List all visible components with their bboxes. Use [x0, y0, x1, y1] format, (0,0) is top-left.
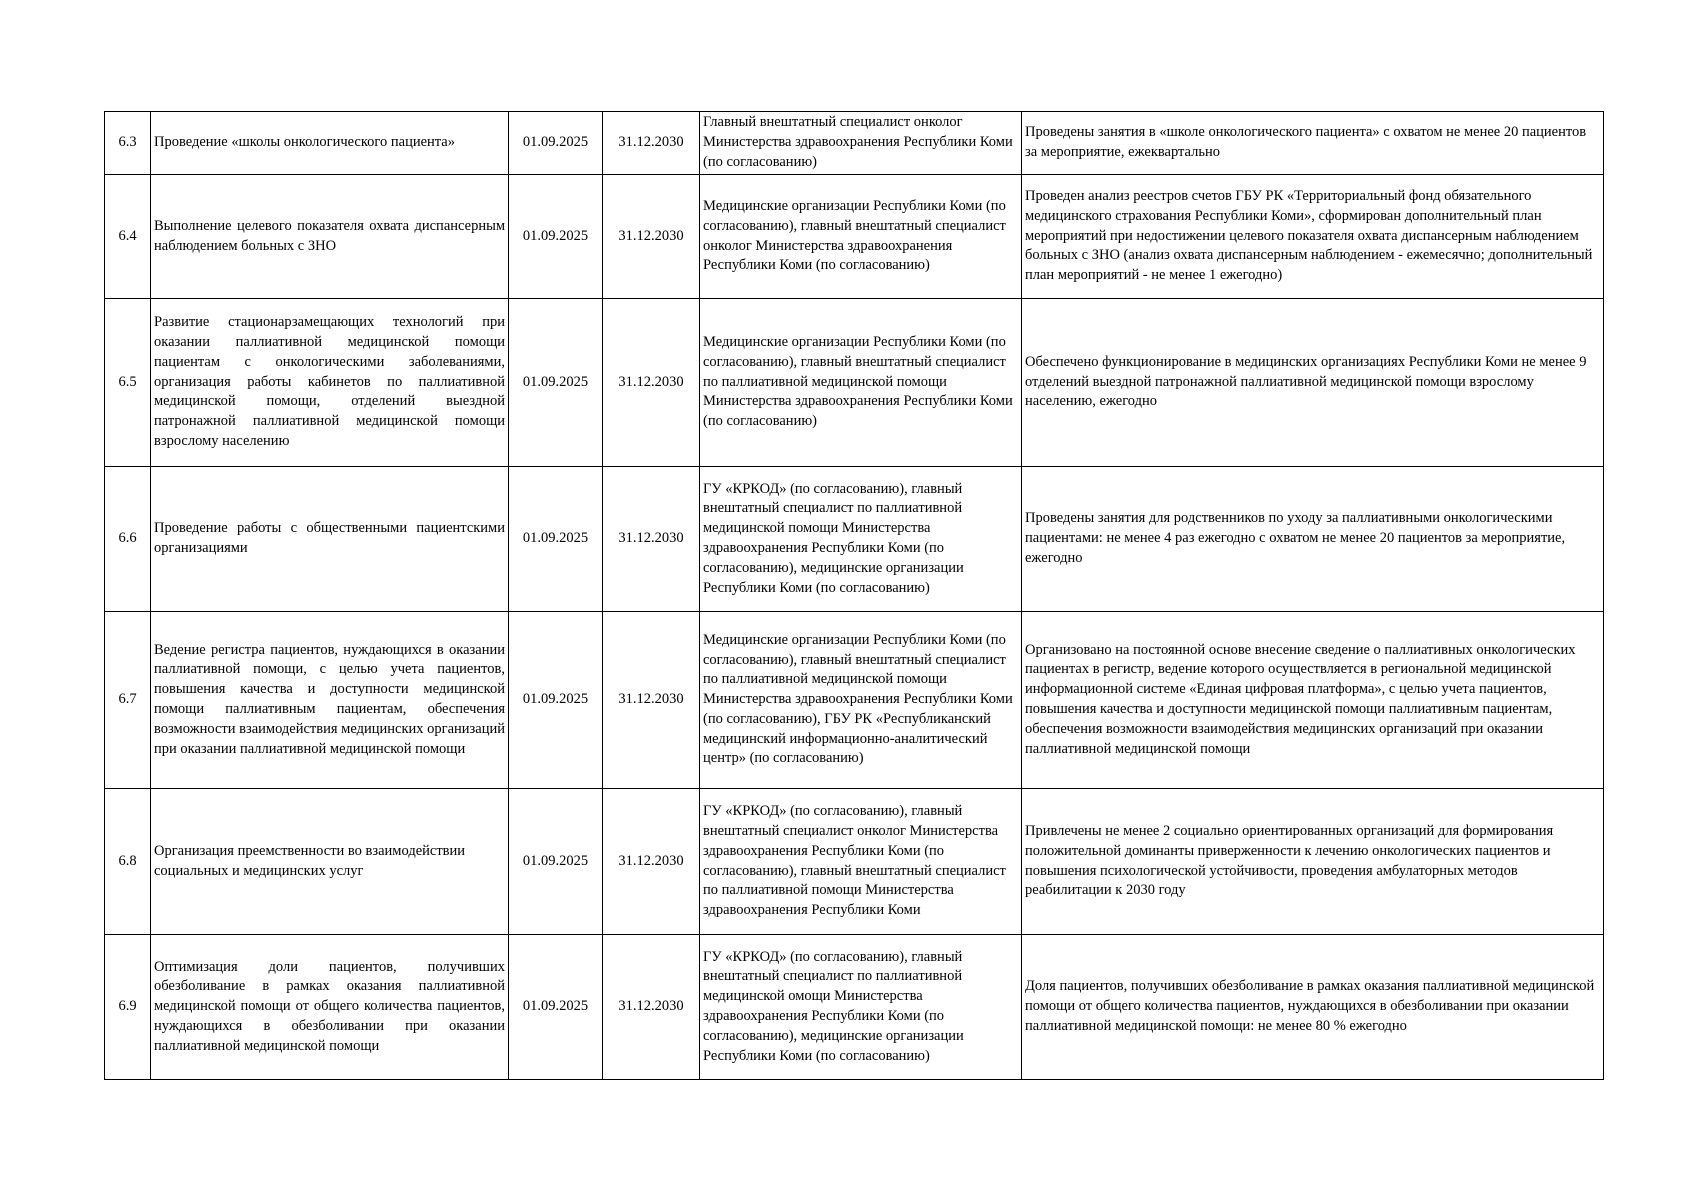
measures-table [104, 111, 1604, 1080]
end-date: 31.12.2030 [603, 612, 700, 789]
end-date: 31.12.2030 [603, 467, 700, 612]
row-number: 6.5 [105, 299, 151, 467]
measure-name: Организация преемственности во взаимодействии социальных и медицинских услуг [151, 789, 509, 935]
table-row [105, 789, 1604, 935]
expected-result: Проведены занятия для родственников по уходу за паллиативными онкологическими пациентами: не менее 4 раз ежегодно с охватом не менее 20 пациентов за мероприятие, ежегодно [1022, 467, 1604, 612]
row-number: 6.3 [105, 112, 151, 175]
row-number: 6.7 [105, 612, 151, 789]
responsible-executor: ГУ «КРКОД» (по согласованию), главный внештатный специалист по паллиативной медицинской помощи Министерства здравоохранения Республики Коми (по согласованию), медицинские организации Республики Коми (по согласованию) [700, 467, 1022, 612]
responsible-executor: Медицинские организации Республики Коми (по согласованию), главный внештатный специалист по паллиативной медицинской помощи Министерства здравоохранения Республики Коми (по согласованию), ГБУ РК «Республиканский медицинский информационно-аналитический центр» (по согласованию) [700, 612, 1022, 789]
expected-result: Проведен анализ реестров счетов ГБУ РК «Территориальный фонд обязательного медицинского страхования Республики Коми», сформирован дополнительный план мероприятий при недостижении целевого показателя охвата диспансерным наблюдением больных с ЗНО (анализ охвата диспансерным наблюдением - ежемесячно; дополнительный план мероприятий - не менее 1 ежегодно) [1022, 175, 1604, 299]
row-number: 6.6 [105, 467, 151, 612]
start-date: 01.09.2025 [509, 467, 603, 612]
responsible-executor: ГУ «КРКОД» (по согласованию), главный внештатный специалист по паллиативной медицинской омощи Министерства здравоохранения Республики Коми (по согласованию), медицинские организации Республики Коми (по согласованию) [700, 935, 1022, 1080]
end-date: 31.12.2030 [603, 175, 700, 299]
end-date: 31.12.2030 [603, 935, 700, 1080]
responsible-executor: ГУ «КРКОД» (по согласованию), главный внештатный специалист онколог Министерства здравоохранения Республики Коми (по согласованию), главный внештатный специалист по паллиативной помощи Министерства здравоохранения Республики Коми [700, 789, 1022, 935]
measure-name: Ведение регистра пациентов, нуждающихся в оказании паллиативной помощи, с целью учета пациентов, повышения качества и доступности медицинской помощи паллиативным пациентам, обеспечения возможности взаимодействия медицинских организаций при оказании паллиативной медицинской помощи [151, 612, 509, 789]
start-date: 01.09.2025 [509, 299, 603, 467]
start-date: 01.09.2025 [509, 175, 603, 299]
table-row [105, 112, 1604, 175]
responsible-executor: Главный внештатный специалист онколог Министерства здравоохранения Республики Коми (по согласованию) [700, 112, 1022, 175]
table-row [105, 467, 1604, 612]
table-row [105, 935, 1604, 1080]
start-date: 01.09.2025 [509, 935, 603, 1080]
expected-result: Организовано на постоянной основе внесение сведение о паллиативных онкологических пациентах в регистр, ведение которого осуществляется в региональной медицинской информационной системе «Единая цифровая платформа», с целью учета пациентов, повышения качества и доступности медицинской помощи паллиативным пациентам, обеспечения возможности взаимодействия медицинских организаций при оказании паллиативной медицинской помощи [1022, 612, 1604, 789]
measure-name: Развитие стационарзамещающих технологий при оказании паллиативной медицинской помощи пациентам с онкологическими заболеваниями, организация работы кабинетов по паллиативной медицинской помощи, отделений выездной патронажной паллиативной медицинской помощи взрослому населению [151, 299, 509, 467]
start-date: 01.09.2025 [509, 112, 603, 175]
row-number: 6.8 [105, 789, 151, 935]
table-row [105, 299, 1604, 467]
table-row [105, 612, 1604, 789]
measure-name: Выполнение целевого показателя охвата диспансерным наблюдением больных с ЗНО [151, 175, 509, 299]
expected-result: Обеспечено функционирование в медицинских организациях Республики Коми не менее 9 отделений выездной патронажной паллиативной медицинской помощи взрослому населению, ежегодно [1022, 299, 1604, 467]
expected-result: Доля пациентов, получивших обезболивание в рамках оказания паллиативной медицинской помощи от общего количества пациентов, нуждающихся в обезболивании при оказании паллиативной медицинской помощи: не менее 80 % ежегодно [1022, 935, 1604, 1080]
measure-name: Проведение работы с общественными пациентскими организациями [151, 467, 509, 612]
start-date: 01.09.2025 [509, 612, 603, 789]
end-date: 31.12.2030 [603, 299, 700, 467]
end-date: 31.12.2030 [603, 789, 700, 935]
end-date: 31.12.2030 [603, 112, 700, 175]
responsible-executor: Медицинские организации Республики Коми (по согласованию), главный внештатный специалист по паллиативной медицинской помощи Министерства здравоохранения Республики Коми (по согласованию) [700, 299, 1022, 467]
table-row [105, 175, 1604, 299]
row-number: 6.4 [105, 175, 151, 299]
expected-result: Привлечены не менее 2 социально ориентированных организаций для формирования положительной доминанты приверженности к лечению онкологических пациентов и повышения психологической устойчивости, проведения амбулаторных методов реабилитации к 2030 году [1022, 789, 1604, 935]
start-date: 01.09.2025 [509, 789, 603, 935]
measure-name: Проведение «школы онкологического пациента» [151, 112, 509, 175]
expected-result: Проведены занятия в «школе онкологического пациента» с охватом не менее 20 пациентов за мероприятие, ежеквартально [1022, 112, 1604, 175]
row-number: 6.9 [105, 935, 151, 1080]
measure-name: Оптимизация доли пациентов, получивших обезболивание в рамках оказания паллиативной медицинской помощи от общего количества пациентов, нуждающихся в обезболивании при оказании паллиативной медицинской помощи [151, 935, 509, 1080]
responsible-executor: Медицинские организации Республики Коми (по согласованию), главный внештатный специалист онколог Министерства здравоохранения Республики Коми (по согласованию) [700, 175, 1022, 299]
